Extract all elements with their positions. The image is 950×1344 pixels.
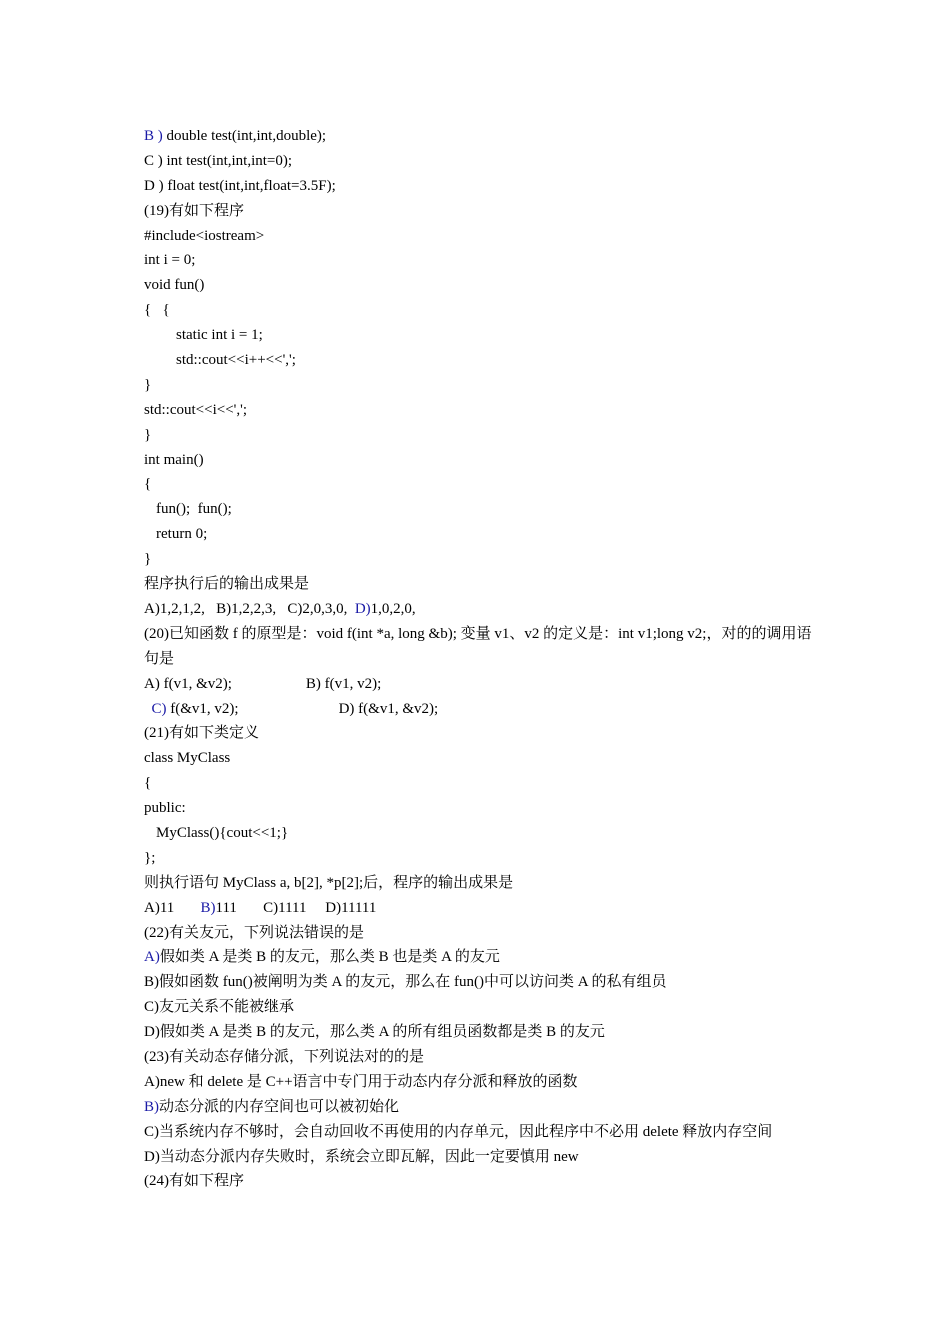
- question-19-title: (19)有如下程序: [144, 202, 244, 219]
- code-line: {: [144, 775, 152, 792]
- options-line: A)1,2,1,2, B)1,2,2,3, C)2,0,3,0, D)1,0,2,0,: [144, 600, 416, 617]
- option-line: A)new 和 delete 是 C++语言中专门用于动态内存分派和释放的函数: [144, 1073, 578, 1090]
- option-d-line: D ) float test(int,int,float=3.5F);: [144, 177, 336, 194]
- code-line: int i = 0;: [144, 252, 196, 269]
- question-24-title: (24)有如下程序: [144, 1173, 244, 1190]
- code-line: std::cout<<i++<<',';: [176, 352, 296, 369]
- code-line: MyClass(){cout<<1;}: [156, 824, 289, 841]
- code-line: #include<iostream>: [144, 227, 265, 244]
- code-line: }: [144, 426, 152, 443]
- question-prompt: 则执行语句 MyClass a, b[2], *p[2];后，程序的输出成果是: [144, 874, 514, 891]
- code-line: {: [144, 476, 152, 493]
- option-line: B)假如函数 fun()被阐明为类 A 的友元，那么在 fun()中可以访问类 A 的私有组员: [144, 974, 667, 991]
- options-line: A)11 B)111 C)1111 D)11111: [144, 899, 377, 916]
- options-line: C) f(&v1, v2); D) f(&v1, &v2);: [151, 700, 439, 717]
- code-line: }: [144, 551, 152, 568]
- code-line: };: [144, 849, 156, 866]
- question-22-title: (22)有关友元，下列说法错误的是: [144, 924, 364, 941]
- code-line: int main(): [144, 451, 204, 468]
- answer-marker: A): [144, 949, 160, 966]
- answer-marker: D): [354, 600, 371, 617]
- document-page: [144, 124, 824, 1194]
- option-line: D)当动态分派内存失败时，系统会立即瓦解，因此一定要慎用 new: [144, 1148, 579, 1165]
- answer-marker: B): [144, 1098, 159, 1115]
- code-line: void fun(): [144, 277, 205, 294]
- answer-marker: C): [151, 700, 167, 717]
- code-line: static int i = 1;: [176, 327, 263, 344]
- code-line: class MyClass: [144, 750, 231, 767]
- code-line: { {: [144, 302, 170, 319]
- option-c-line: C ) int test(int,int,int=0);: [144, 152, 293, 169]
- option-line: A)假如类 A 是类 B 的友元，那么类 B 也是类 A 的友元: [144, 949, 500, 966]
- option-b-line: B ) double test(int,int,double);: [144, 128, 327, 144]
- question-prompt: 程序执行后的输出成果是: [144, 576, 310, 593]
- code-line: }: [144, 376, 152, 393]
- option-line: C)友元关系不能被继承: [144, 999, 295, 1016]
- option-line: D)假如类 A 是类 B 的友元，那么类 A 的所有组员函数都是类 B 的友元: [144, 1024, 605, 1041]
- answer-marker: B ): [144, 128, 163, 144]
- answer-marker: B): [200, 899, 216, 916]
- options-line: A) f(v1, &v2); B) f(v1, v2);: [144, 675, 382, 692]
- code-line: fun(); fun();: [156, 501, 232, 518]
- question-21-title: (21)有如下类定义: [144, 725, 259, 742]
- question-20-title: (20)已知函数 f 的原型是：void f(int *a, long &b); 变量 v1、v2 的定义是：int v1;long v2;，对的的调用语句是: [144, 625, 812, 667]
- code-line: std::cout<<i<<',';: [144, 401, 247, 418]
- option-line: B)动态分派的内存空间也可以被初始化: [144, 1098, 400, 1115]
- code-line: public:: [144, 800, 186, 817]
- question-23-title: (23)有关动态存储分派，下列说法对的的是: [144, 1048, 424, 1065]
- code-line: return 0;: [156, 526, 208, 543]
- option-line: C)当系统内存不够时，会自动回收不再使用的内存单元，因此程序中不必用 delete 释放内存空间: [144, 1123, 773, 1140]
